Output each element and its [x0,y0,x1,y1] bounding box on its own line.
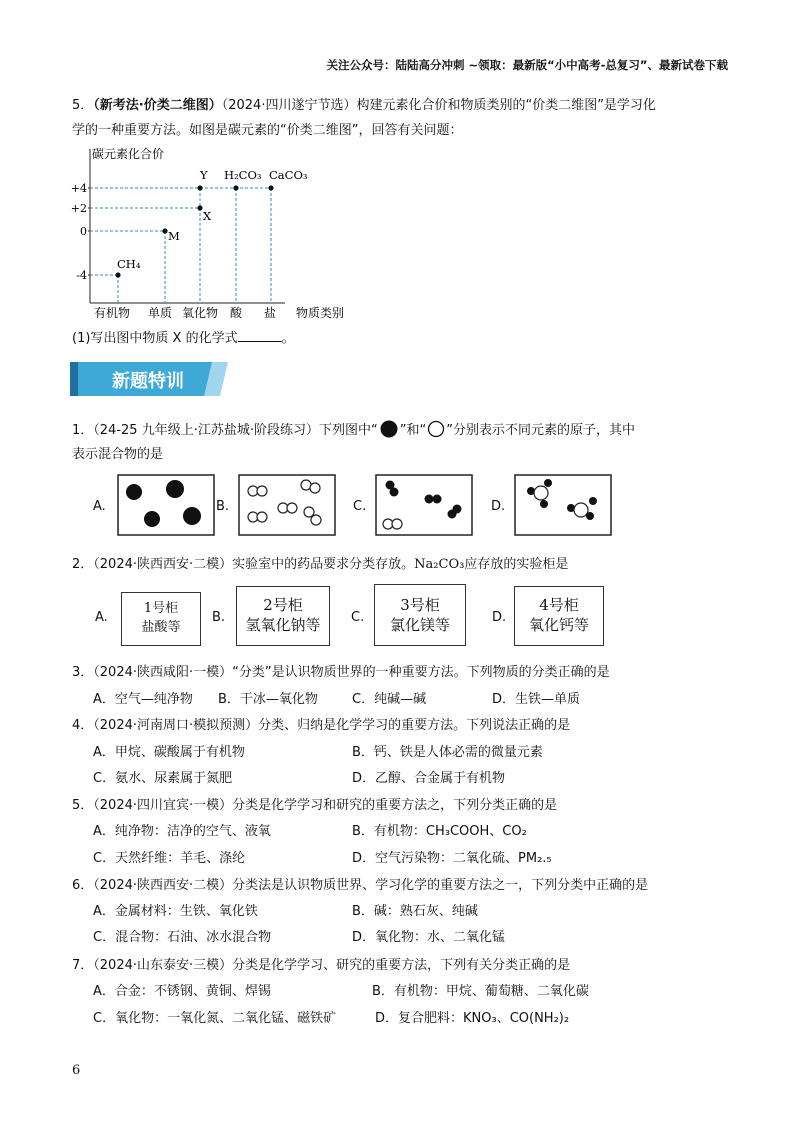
q5-source: （2024·四川遂宁节选） [221,98,357,113]
q3-option-a[interactable]: A．空气—纯净物 [93,692,193,707]
cabinet-number: 3号柜 [400,596,440,614]
page-number: 6 [72,1063,81,1078]
q3-option-b[interactable]: B．干冰—氧化物 [218,692,318,707]
cabinet-number: 1号柜 [143,601,179,616]
cabinet-contents: 盐酸等 [141,620,181,635]
q2-option-c-label[interactable]: C. [351,610,365,625]
x-category-label: 盐 [263,306,277,320]
x-category-label: 单质 [147,306,173,320]
q1-text-2: 表示混合物的是 [72,447,164,462]
q2-option-b-cabinet[interactable] [236,586,330,646]
q5b-number: 5． [72,798,94,813]
q2-option-a-label[interactable]: A. [95,610,108,625]
q1-option-c-diagram[interactable] [375,474,473,536]
cabinet-number: 4号柜 [539,596,579,614]
q5-sub1-end: 。 [281,331,295,346]
q5-line1 [72,97,656,115]
q7-source: （2024·山东泰安·三模） [93,958,233,973]
q5b-text: 分类是化学学习和研究的重要方法之，下列分类正确的是 [232,798,558,813]
q4-option-c[interactable]: C．氨水、尿素属于氮肥 [93,771,233,786]
page-header: 关注公众号：陆陆高分冲刺 ~领取：最新版“小中高考-总复习”、最新试卷下载 [326,58,728,72]
q2-option-a-cabinet[interactable] [121,592,201,646]
q2-text: 实验室中的药品要求分类存放。 [232,557,415,572]
point-label: X [203,209,212,223]
q6-source: （2024·陕西西安·二模） [93,878,233,893]
q2-line1 [72,556,568,574]
q1-option-d-label[interactable]: D. [491,499,506,514]
q4-text: 分类、归纳是化学学习的重要方法。下列说法正确的是 [258,718,571,733]
point-label: CH₄ [117,257,141,271]
y-tick-label: 0 [80,225,87,238]
q6-stem [72,877,648,895]
q1-option-b-diagram[interactable] [238,474,336,536]
y-tick-label: -4 [76,269,87,282]
q4-option-b[interactable]: B．钙、铁是人体必需的微量元素 [352,745,543,760]
q4-source: （2024·河南周口·模拟预测） [93,718,259,733]
q1-number: 1． [72,423,94,438]
black-atom-icon [378,420,400,438]
white-atom-icon [426,420,446,438]
q2-number: 2． [72,557,94,572]
q3-number: 3． [72,665,94,680]
y-tick-label: +2 [70,202,87,215]
point-label: H₂CO₃ [224,168,262,182]
q1-source: （24-25 九年级上·江苏盐城·阶段练习） [93,423,319,438]
q3-source: （2024·陕西咸阳·一模） [93,665,233,680]
cabinet-number: 2号柜 [263,596,303,614]
q4-option-a[interactable]: A．甲烷、碳酸属于有机物 [93,745,245,760]
q3-option-c[interactable]: C．纯碱—碱 [352,692,427,707]
q2-option-c-cabinet[interactable] [374,584,466,646]
data-point [197,205,202,210]
q5b-option-d[interactable]: D．空气污染物：二氧化硫、PM₂.₅ [352,851,552,866]
q2-option-d-label[interactable]: D. [492,610,507,625]
q6-number: 6． [72,878,94,893]
q6-option-c[interactable]: C．混合物：石油、冰水混合物 [93,930,272,945]
cabinet-contents: 氢氧化钠等 [245,616,321,634]
x-category-label: 酸 [229,306,243,320]
q1-option-b-label[interactable]: B. [216,499,230,514]
q7-option-a[interactable]: A．合金：不锈钢、黄铜、焊锡 [93,984,271,999]
q5b-option-a[interactable]: A．纯净物：洁净的空气、液氧 [93,824,271,839]
q1-text-a: 下列图中“ [318,423,378,438]
x-category-label: 氧化物 [181,306,219,320]
cabinet-contents: 氧化钙等 [528,616,589,634]
q5-number: 5． [72,98,94,113]
point-label: Y [200,168,208,182]
q1-option-a-label[interactable]: A. [93,499,106,514]
q4-option-d[interactable]: D．乙醇、合金属于有机物 [352,771,506,786]
section-banner [70,358,230,400]
banner-stripe [70,362,78,396]
q4-stem [72,717,570,735]
q7-number: 7． [72,958,94,973]
q2-text-end: 应存放的实验柜是 [464,557,569,572]
q6-text: 分类法是认识物质世界、学习化学的重要方法之一，下列分类中正确的是 [232,878,649,893]
data-point [268,185,273,190]
q2-option-b-label[interactable]: B. [212,610,226,625]
q2-option-d-cabinet[interactable] [514,586,604,646]
q7-option-b[interactable]: B．有机物：甲烷、葡萄糖、二氧化碳 [372,984,589,999]
q1-text-b: ”和“ [399,423,427,438]
q7-option-c[interactable]: C．氧化物：一氧化氮、二氧化锰、磁铁矿 [93,1011,337,1026]
data-point [197,185,202,190]
q5-sub1 [72,329,295,348]
q3-text: “分类”是认识物质世界的一种重要方法。下列物质的分类正确的是 [232,665,610,680]
q5-sub1-text: (1)写出图中物质 X 的化学式 [72,331,238,346]
cabinet-contents: 氯化镁等 [389,616,450,634]
q5-tag: （新考法·价类二维图） [93,98,222,113]
q1-option-a-diagram[interactable] [117,474,215,536]
q5-text-1: 构建元素化合价和物质类别的“价类二维图”是学习化 [356,98,656,113]
point-label: M [168,229,180,243]
q3-option-d[interactable]: D．生铁—单质 [492,692,581,707]
valence-chart [70,145,370,325]
x-category-label: 有机物 [93,306,131,320]
q5-text-2: 学的一种重要方法。如图是碳元素的“价类二维图”，回答有关问题： [72,123,463,138]
q4-number: 4． [72,718,94,733]
data-point [162,228,167,233]
point-label: CaCO₃ [269,168,308,182]
q5b-source: （2024·四川宜宾·一模） [93,798,233,813]
answer-blank[interactable] [238,329,282,342]
q1-option-c-label[interactable]: C. [353,499,367,514]
q1-text-c: ”分别表示不同元素的原子，其中 [446,423,635,438]
q6-option-a[interactable]: A．金属材料：生铁、氧化铁 [93,904,258,919]
q6-option-b[interactable]: B．碱：熟石灰、纯碱 [352,904,478,919]
banner-title: 新题特训 [112,371,184,392]
y-tick-label: +4 [70,182,87,195]
q5b-option-c[interactable]: C．天然纤维：羊毛、涤纶 [93,851,246,866]
q1-line1 [72,420,635,440]
q6-option-d[interactable]: D．氧化物：水、二氧化锰 [352,930,506,945]
q1-option-d-diagram[interactable] [514,474,612,536]
x-axis-label: 物质类别 [295,306,345,320]
q7-option-d[interactable]: D．复合肥料：KNO₃、CO(NH₂)₂ [375,1011,570,1026]
y-axis-label: 碳元素化合价 [92,147,165,161]
q7-text: 分类是化学学习、研究的重要方法，下列有关分类正确的是 [232,958,571,973]
q7-stem [72,957,570,975]
data-point [115,272,120,277]
q2-formula: Na₂CO₃ [414,557,465,572]
q5b-stem [72,797,557,815]
q2-source: （2024·陕西西安·二模） [93,557,233,572]
data-point [233,185,238,190]
q3-stem [72,664,610,682]
q5b-option-b[interactable]: B．有机物：CH₃COOH、CO₂ [352,824,527,839]
